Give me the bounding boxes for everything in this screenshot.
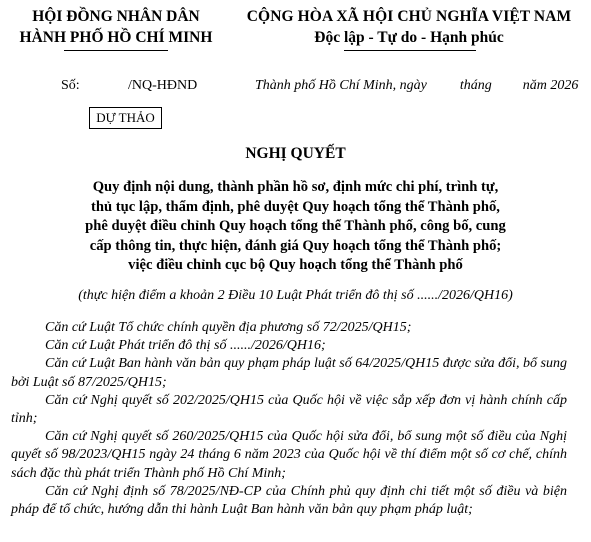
place-and-date [255,77,578,95]
subtitle-line: việc điều chỉnh cục bộ Quy hoạch tổng thể Thành phố [128,257,463,274]
month-word: tháng [459,78,492,93]
legal-basis-item: Căn cứ Luật Phát triển đô thị số ....../2026/QH16; [45,338,326,354]
legal-bases [11,319,567,519]
legal-basis-item: Căn cứ Nghị định số 78/2025/NĐ-CP của Chính phủ quy định chi tiết một số điều và biện pháp để tổ chức, hướng dẫn thi hành Luật Ban hành văn bản quy phạm pháp luật; [11,483,567,518]
document-subtitle [30,178,561,276]
national-motto: Độc lập - Tự do - Hạnh phúc [314,29,504,46]
subtitle-line: cấp thông tin, thực hiện, đánh giá Quy hoạch tổng thể Thành phố; [89,237,502,254]
subtitle-line: phê duyệt điều chỉnh Quy hoạch tổng thể Thành phố, công bố, cung [85,218,506,235]
motto-underline [344,50,476,51]
year-text: năm 2026 [522,78,579,93]
issuing-authority [0,6,232,48]
legal-basis-item: Căn cứ Luật Tổ chức chính quyền địa phương số 72/2025/QH15; [45,320,412,335]
document-title: NGHỊ QUYẾT [245,145,346,162]
legal-basis-item: Căn cứ Luật Ban hành văn bản quy phạm pháp luật số 64/2025/QH15 được sửa đổi, bổ sung bởi Luật số 87/2025/QH15; [11,356,567,390]
legal-basis-note: (thực hiện điểm a khoản 2 Điều 10 Luật Phát triển đô thị số ....../2026/QH16) [78,288,513,303]
place-text: Thành phố Hồ Chí Minh, ngày [255,78,427,93]
council-name-line1: HỘI ĐỒNG NHÂN DÂN [32,8,200,25]
document-number-code: /NQ-HĐND [128,78,198,93]
authority-underline [64,50,168,51]
document-number-label: Số: [61,78,80,93]
draft-stamp: DỰ THẢO [89,107,162,129]
nation-name: CỘNG HÒA XÃ HỘI CHỦ NGHĨA VIỆT NAM [246,8,572,25]
subtitle-line: Quy định nội dung, thành phần hồ sơ, định mức chi phí, trình tự, [92,179,499,195]
subtitle-line: thủ tục lập, thẩm định, phê duyệt Quy hoạch tổng thể Thành phố, [91,198,500,215]
legal-basis-item: Căn cứ Nghị quyết số 202/2025/QH15 của Quốc hội về việc sắp xếp đơn vị hành chính cấp tỉnh; [11,392,567,427]
council-name-line2: HÀNH PHỐ HỒ CHÍ MINH [19,29,213,46]
national-heading [228,6,590,48]
legal-basis-item: Căn cứ Nghị quyết số 260/2025/QH15 của Quốc hội sửa đổi, bổ sung một số điều của Nghị quyết số 98/2023/QH15 ngày 24 tháng 6 năm 2023 của Quốc hội về thí điểm một số cơ chế, chính sách đặc thù phát triển Thành phố Hồ Chí Minh; [11,429,567,481]
